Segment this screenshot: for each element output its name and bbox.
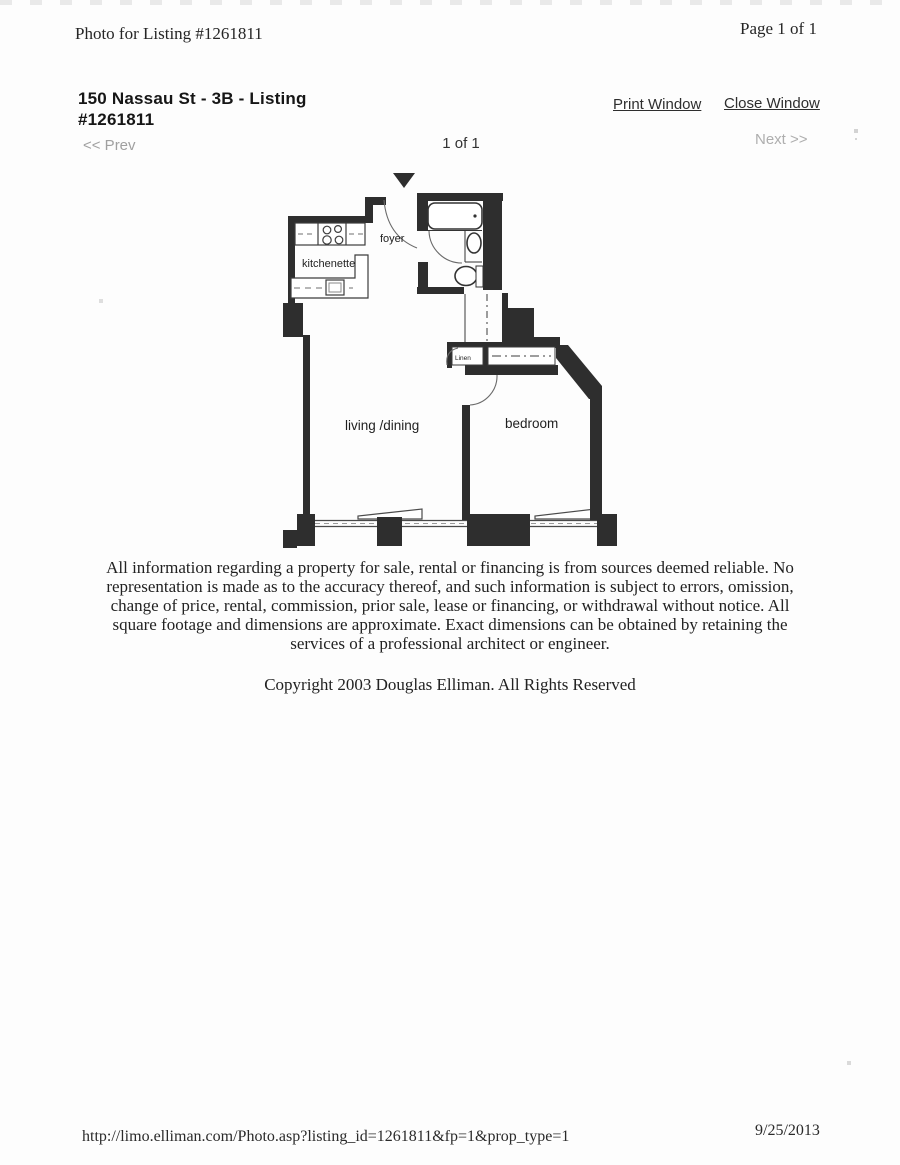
bathroom-door-arc xyxy=(429,231,462,263)
bathroom-fixtures xyxy=(428,203,483,287)
print-window-link[interactable]: Print Window xyxy=(613,96,702,113)
disclaimer-line: change of price, rental, commission, prior sale, lease or financing, or withdrawal without notice. All xyxy=(110,596,790,615)
disclaimer-line: representation is made as to the accuracy thereof, and such information is subject to errors, omission, xyxy=(106,577,794,596)
window-sill-bedroom xyxy=(535,509,595,519)
listing-title-line2: #1261811 xyxy=(78,110,155,129)
entry-arrow-icon xyxy=(393,173,415,188)
disclaimer-line: All information regarding a property for sale, rental or financing is from sources deemed reliable. No xyxy=(106,558,794,577)
listing-title xyxy=(78,88,338,130)
disclaimer-line: square footage and dimensions are approximate. Exact dimensions can be obtained by retaining the xyxy=(112,615,788,634)
room-label-bedroom: bedroom xyxy=(505,416,559,431)
bedroom-door-arc xyxy=(470,375,497,405)
room-label-foyer: foyer xyxy=(380,233,405,245)
page-counter: 1 of 1 xyxy=(442,135,480,152)
listing-title-line1: 150 Nassau St - 3B - Listing xyxy=(78,89,307,108)
scan-specks xyxy=(0,0,2,2)
kitchen-counter xyxy=(295,223,365,245)
toilet-icon xyxy=(455,267,477,286)
copyright-text: Copyright 2003 Douglas Elliman. All Rights Reserved xyxy=(264,675,636,694)
room-label-kitchenette: kitchenette xyxy=(302,258,356,270)
header-listing-label: Photo for Listing #1261811 xyxy=(75,24,263,43)
floorplan-image xyxy=(283,168,633,548)
next-link[interactable]: Next >> xyxy=(755,131,808,148)
footer-url: http://limo.elliman.com/Photo.asp?listing_id=1261811&fp=1&prop_type=1 xyxy=(82,1128,570,1145)
window-band xyxy=(297,509,617,527)
disclaimer-text xyxy=(0,558,900,653)
close-window-link[interactable]: Close Window xyxy=(724,95,820,112)
sink-icon xyxy=(467,233,481,253)
header-page-number: Page 1 of 1 xyxy=(740,19,817,38)
room-label-linen: Linen xyxy=(455,355,471,362)
prev-link[interactable]: << Prev xyxy=(83,137,136,154)
room-label-living: living /dining xyxy=(345,418,420,433)
footer-date: 9/25/2013 xyxy=(755,1122,820,1139)
disclaimer-line: services of a professional architect or engineer. xyxy=(290,634,610,653)
scan-artifacts xyxy=(0,0,900,5)
